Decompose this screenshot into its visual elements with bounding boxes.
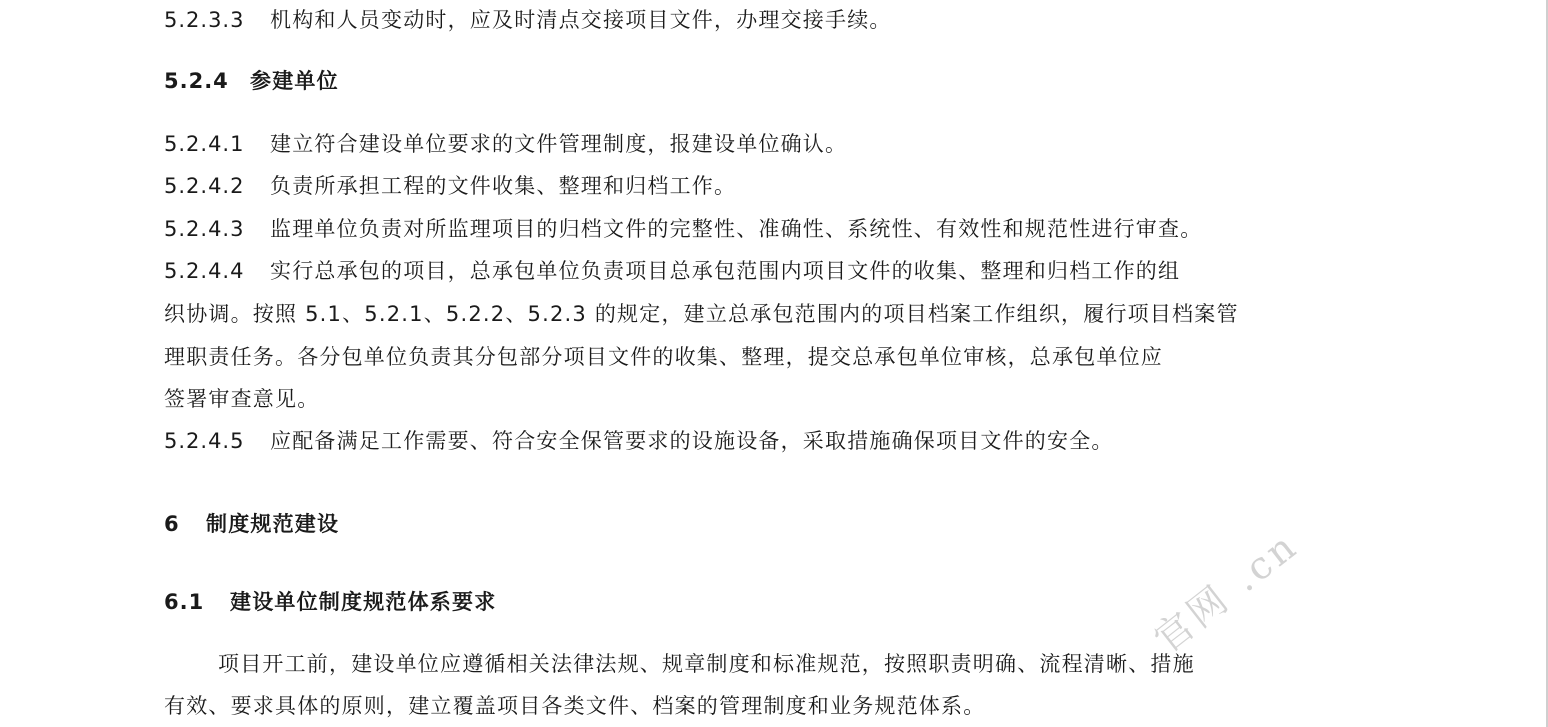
- paragraph-text: 有效、要求具体的原则，建立覆盖项目各类文件、档案的管理制度和业务规范体系。: [164, 694, 986, 718]
- clause-text: 建立符合建设单位要求的文件管理制度，报建设单位确认。: [270, 132, 848, 156]
- clause-5-2-4-5: [164, 427, 1114, 455]
- paragraph-text: 签署审查意见。: [164, 387, 320, 411]
- clause-5-2-3-3: [164, 6, 892, 34]
- section-title: 参建单位: [250, 69, 339, 93]
- paragraph-line: [164, 692, 985, 720]
- clause-5-2-4-4: [164, 257, 1180, 285]
- clause-number: 5.2.4.3: [164, 217, 245, 241]
- clause-text: 负责所承担工程的文件收集、整理和归档工作。: [270, 174, 737, 198]
- paragraph-line: [218, 650, 1195, 678]
- clause-5-2-4-3: [164, 215, 1202, 243]
- section-title: 建设单位制度规范体系要求: [230, 590, 497, 614]
- clause-text: 机构和人员变动时，应及时清点交接项目文件，办理交接手续。: [270, 8, 892, 32]
- clause-text: 监理单位负责对所监理项目的归档文件的完整性、准确性、系统性、有效性和规范性进行审查。: [270, 217, 1203, 241]
- clause-number: 5.2.4.1: [164, 132, 245, 156]
- section-number: 6.1: [164, 590, 205, 614]
- clause-number: 5.2.4.2: [164, 174, 245, 198]
- paragraph-text: 理职责任务。各分包单位负责其分包部分项目文件的收集、整理，提交总承包单位审核，总承包单位应: [164, 345, 1163, 369]
- clause-number: 5.2.4.4: [164, 259, 245, 283]
- watermark: 官网 .cn: [1145, 522, 1307, 662]
- paragraph-line: [164, 385, 319, 413]
- section-number: 5.2.4: [164, 69, 229, 93]
- paragraph-text: 项目开工前，建设单位应遵循相关法律法规、规章制度和标准规范，按照职责明确、流程清晰、措施: [218, 652, 1195, 676]
- paragraph-text: 织协调。按照 5.1、5.2.1、5.2.2、5.2.3 的规定，建立总承包范围内的项目档案工作组织，履行项目档案管: [164, 302, 1239, 326]
- clause-5-2-4-2: [164, 172, 736, 200]
- section-heading-6-1: [164, 588, 496, 616]
- chapter-title: 制度规范建设: [206, 512, 340, 536]
- clause-text: 实行总承包的项目，总承包单位负责项目总承包范围内项目文件的收集、整理和归档工作的组: [270, 259, 1181, 283]
- section-heading-5-2-4: [164, 67, 339, 95]
- clause-5-2-4-1: [164, 130, 847, 158]
- paragraph-line: [164, 300, 1239, 328]
- clause-text: 应配备满足工作需要、符合安全保管要求的设施设备，采取措施确保项目文件的安全。: [270, 429, 1114, 453]
- paragraph-line: [164, 343, 1163, 371]
- chapter-heading-6: [164, 510, 339, 538]
- chapter-number: 6: [164, 512, 180, 536]
- clause-number: 5.2.3.3: [164, 8, 245, 32]
- clause-number: 5.2.4.5: [164, 429, 245, 453]
